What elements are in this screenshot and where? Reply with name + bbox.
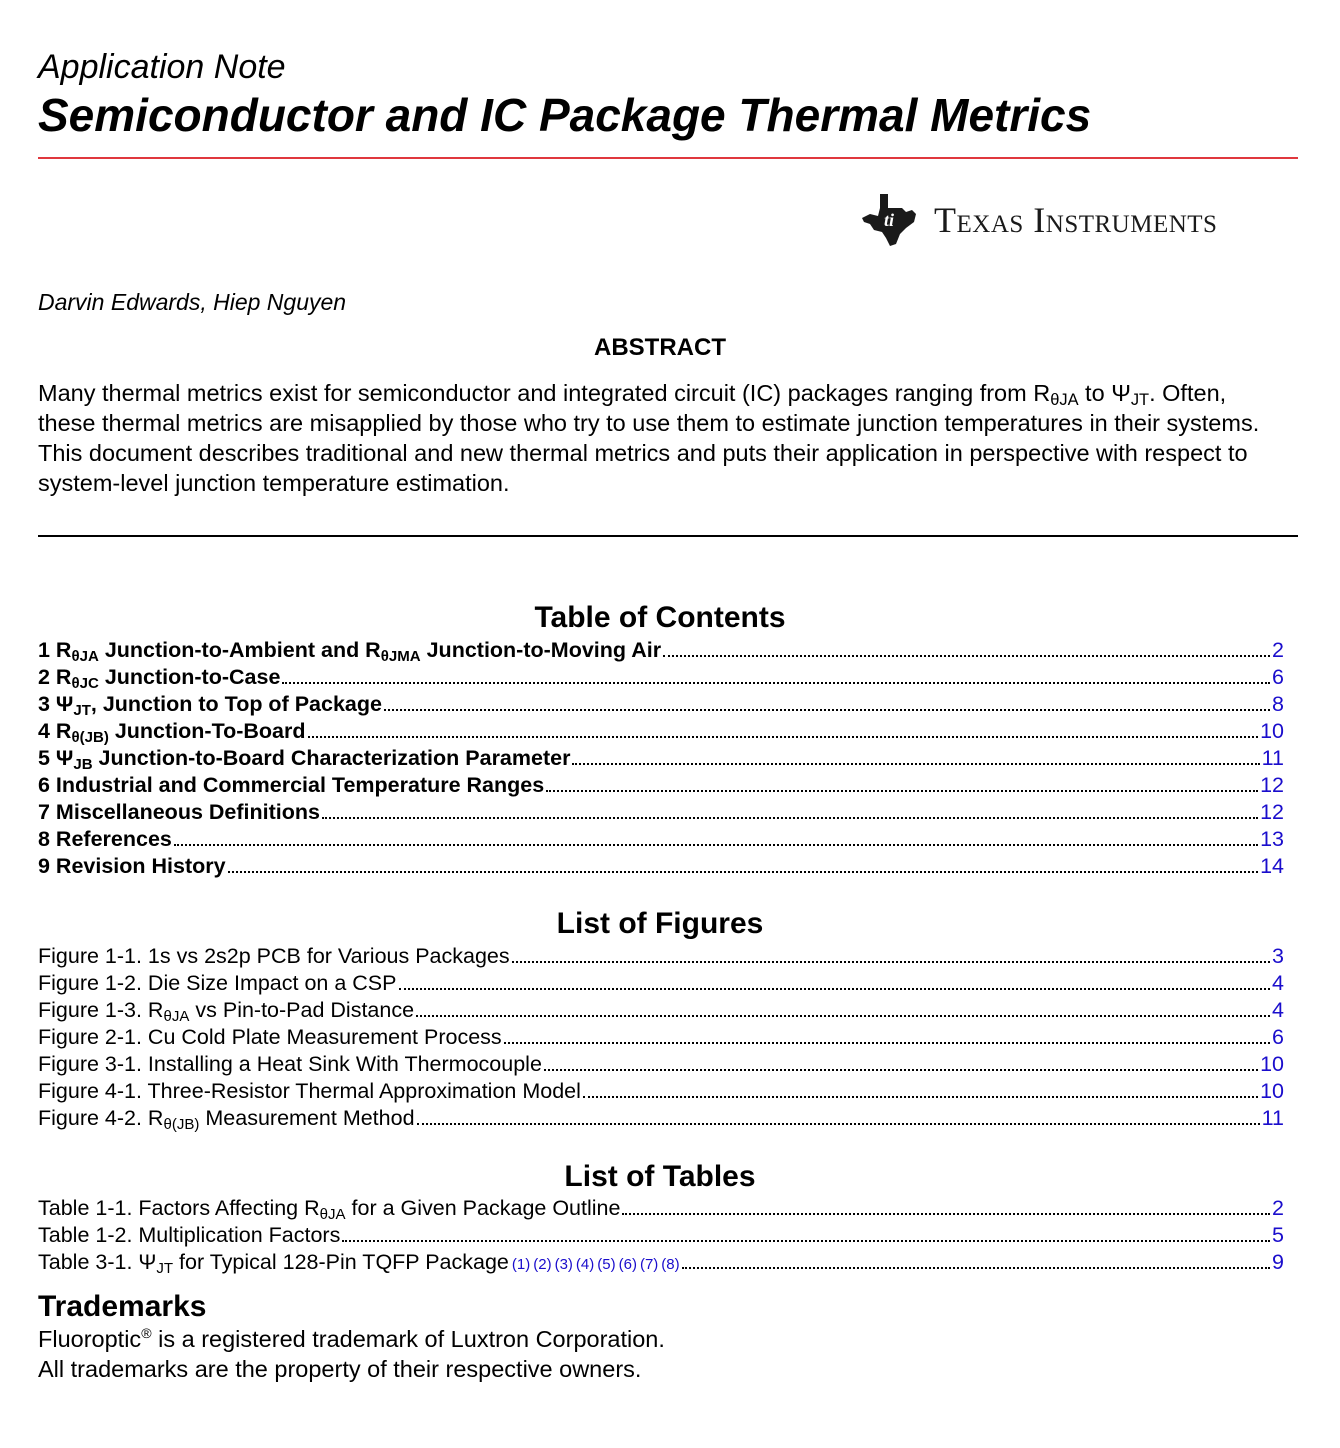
footnote-ref-link[interactable]: (2) xyxy=(533,1256,552,1273)
title-rule xyxy=(38,157,1298,159)
page-number-link[interactable]: 8 xyxy=(1272,692,1284,716)
entry-title: Table 1-2. Multiplication Factors xyxy=(38,1223,341,1247)
dot-leader xyxy=(384,708,1270,711)
tables-list xyxy=(38,1196,1284,1277)
dot-leader xyxy=(682,1266,1270,1269)
page-number-link[interactable]: 14 xyxy=(1260,854,1284,878)
entry-title: 7 Miscellaneous Definitions xyxy=(38,800,320,824)
dot-leader xyxy=(512,960,1270,963)
dot-leader xyxy=(322,816,1258,819)
toc-entry[interactable] xyxy=(38,854,1284,881)
toc-entry[interactable] xyxy=(38,692,1284,719)
figure-entry[interactable] xyxy=(38,944,1284,971)
trademarks-heading: Trademarks xyxy=(38,1290,207,1323)
dot-leader xyxy=(399,987,1271,990)
page-number-link[interactable]: 11 xyxy=(1261,1106,1284,1130)
toc-heading: Table of Contents xyxy=(534,601,786,634)
entry-title: Figure 2-1. Cu Cold Plate Measurement Process xyxy=(38,1025,502,1049)
authors: Darvin Edwards, Hiep Nguyen xyxy=(38,289,347,315)
ti-logo xyxy=(860,190,1300,250)
toc-entry[interactable] xyxy=(38,827,1284,854)
entry-title: 5 $\Psi_{JB}$ Junction-to-Board Characterization Parameter xyxy=(38,746,571,773)
page-number-link[interactable]: 13 xyxy=(1260,827,1284,851)
footnote-ref-link[interactable]: (8) xyxy=(661,1256,680,1273)
page-number-link[interactable]: 5 xyxy=(1272,1223,1284,1247)
dot-leader xyxy=(572,762,1259,765)
svg-text:ti: ti xyxy=(884,210,895,230)
dot-leader xyxy=(663,654,1270,657)
entry-title: 8 References xyxy=(38,827,172,851)
entry-title: Figure 1-3. $R_{\theta JA}$ vs Pin-to-Pad Distance xyxy=(38,998,415,1025)
figures-heading: List of Figures xyxy=(556,907,764,940)
entry-title: Figure 4-2. $R_{\theta(JB)}$ Measurement Method xyxy=(38,1106,415,1133)
footnote-ref-link[interactable]: (5) xyxy=(597,1256,616,1273)
toc-entry[interactable] xyxy=(38,746,1284,773)
texas-state-icon xyxy=(860,192,918,248)
entry-title: 9 Revision History xyxy=(38,854,226,878)
page-number-link[interactable]: 6 xyxy=(1272,665,1284,689)
page-number-link[interactable]: 3 xyxy=(1272,944,1284,968)
dot-leader xyxy=(583,1095,1258,1098)
entry-title: Figure 4-1. Three-Resistor Thermal Approximation Model xyxy=(38,1079,581,1103)
table-entry[interactable] xyxy=(38,1223,1284,1250)
dot-leader xyxy=(308,735,1259,738)
entry-title: Figure 3-1. Installing a Heat Sink With Thermocouple xyxy=(38,1052,542,1076)
tables-heading: List of Tables xyxy=(564,1160,756,1193)
page-number-link[interactable]: 12 xyxy=(1260,773,1284,797)
abstract-body: Many thermal metrics exist for semiconductor and integrated circuit (IC) packages ranging from $R_{\theta JA}$ to $\Psi_{JT}$. Often, these thermal metrics are misapplied by those who try to use them to estimate junction temperatures in their systems. This document describes traditional and new thermal metrics and puts their application in perspective with respect to system-level junction temperature estimation. xyxy=(38,380,1260,496)
figure-entry[interactable] xyxy=(38,1079,1284,1106)
entry-title: 2 $R_{\theta JC}$ Junction-to-Case xyxy=(38,665,281,692)
dot-leader xyxy=(228,870,1258,873)
dot-leader xyxy=(174,843,1258,846)
dot-leader xyxy=(282,681,1270,684)
page-number-link[interactable]: 4 xyxy=(1272,998,1284,1022)
trademark-line: Fluoroptic® is a registered trademark of Luxtron Corporation. xyxy=(38,1325,665,1352)
page-number-link[interactable]: 12 xyxy=(1260,800,1284,824)
trademark-line: All trademarks are the property of their respective owners. xyxy=(38,1356,642,1382)
entry-title: 3 $\Psi_{JT}$, Junction to Top of Package xyxy=(38,692,382,719)
footnote-ref-link[interactable]: (3) xyxy=(554,1256,573,1273)
ti-logo-text: Texas Instruments xyxy=(934,200,1218,240)
footnote-ref-link[interactable]: (7) xyxy=(639,1256,659,1273)
footnote-ref-link[interactable]: (6) xyxy=(618,1256,637,1273)
dot-leader xyxy=(622,1212,1270,1215)
toc-list xyxy=(38,638,1284,881)
toc-entry[interactable] xyxy=(38,800,1284,827)
page-number-link[interactable]: 9 xyxy=(1272,1250,1284,1274)
table-entry[interactable] xyxy=(38,1196,1284,1223)
footnote-ref-link[interactable]: (1) xyxy=(511,1256,531,1273)
page-number-link[interactable]: 6 xyxy=(1272,1025,1284,1049)
entry-title: 1 $R_{\theta JA}$ Junction-to-Ambient and $R_{\theta JMA}$ Junction-to-Moving Air xyxy=(38,638,662,665)
figure-entry[interactable] xyxy=(38,971,1284,998)
entry-title: Figure 1-1. 1s vs 2s2p PCB for Various Packages xyxy=(38,944,510,968)
page-number-link[interactable]: 10 xyxy=(1260,1079,1284,1103)
toc-entry[interactable] xyxy=(38,638,1284,665)
dot-leader xyxy=(544,1068,1258,1071)
page-number-link[interactable]: 10 xyxy=(1260,1052,1284,1076)
entry-title: Figure 1-2. Die Size Impact on a CSP xyxy=(38,971,397,995)
figure-entry[interactable] xyxy=(38,1025,1284,1052)
toc-entry[interactable] xyxy=(38,773,1284,800)
abstract-rule xyxy=(38,535,1298,537)
figure-entry[interactable] xyxy=(38,1106,1284,1133)
entry-title: 4 $R_{\theta(JB)}$ Junction-To-Board xyxy=(38,719,306,746)
entry-title: Table 3-1. $\Psi_{JT}$ for Typical 128-Pin TQFP Package xyxy=(38,1250,509,1277)
figure-entry[interactable] xyxy=(38,998,1284,1025)
table-entry[interactable] xyxy=(38,1250,1284,1277)
toc-entry[interactable] xyxy=(38,719,1284,746)
entry-title: 6 Industrial and Commercial Temperature Ranges xyxy=(38,773,545,797)
page-number-link[interactable]: 2 xyxy=(1272,638,1284,662)
figures-list xyxy=(38,944,1284,1133)
dot-leader xyxy=(416,1014,1270,1017)
dot-leader xyxy=(417,1122,1260,1125)
page-number-link[interactable]: 10 xyxy=(1260,719,1284,743)
dot-leader xyxy=(504,1041,1270,1044)
dot-leader xyxy=(546,789,1258,792)
toc-entry[interactable] xyxy=(38,665,1284,692)
doc-type: Application Note xyxy=(38,48,286,86)
figure-entry[interactable] xyxy=(38,1052,1284,1079)
page-number-link[interactable]: 2 xyxy=(1272,1196,1284,1220)
dot-leader xyxy=(342,1239,1270,1242)
page-number-link[interactable]: 4 xyxy=(1272,971,1284,995)
entry-title: Table 1-1. Factors Affecting $R_{\theta JA}$ for a Given Package Outline xyxy=(38,1196,621,1223)
page-title: Semiconductor and IC Package Thermal Metrics xyxy=(38,89,1092,141)
page-number-link[interactable]: 11 xyxy=(1261,746,1284,770)
footnote-ref-link[interactable]: (4) xyxy=(575,1256,595,1273)
abstract-heading: ABSTRACT xyxy=(594,334,726,361)
